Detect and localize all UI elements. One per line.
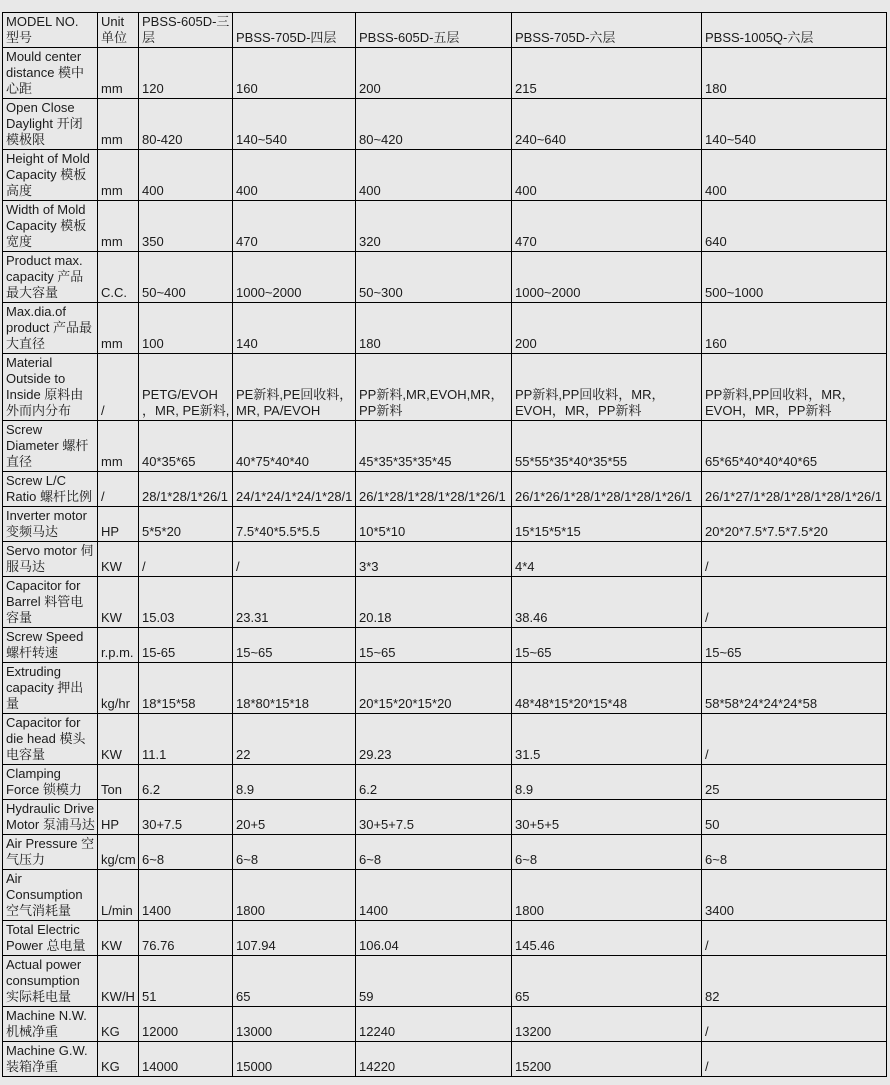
row-unit: kg/cm bbox=[98, 835, 139, 870]
table-row bbox=[3, 472, 887, 507]
cell-value: 160 bbox=[233, 48, 356, 99]
cell-value: 1400 bbox=[356, 870, 512, 921]
cell-value: 65 bbox=[233, 956, 356, 1007]
row-label: Clamping Force 锁模力 bbox=[3, 765, 98, 800]
cell-value: 30+7.5 bbox=[139, 800, 233, 835]
table-row bbox=[3, 303, 887, 354]
cell-value: 15.03 bbox=[139, 577, 233, 628]
cell-value: 100 bbox=[139, 303, 233, 354]
table-row bbox=[3, 542, 887, 577]
header-model-1: PBSS-605D-三层 bbox=[139, 13, 233, 48]
cell-value: 12000 bbox=[139, 1007, 233, 1042]
row-unit: KG bbox=[98, 1007, 139, 1042]
cell-value: / bbox=[702, 1042, 887, 1077]
cell-value: 3*3 bbox=[356, 542, 512, 577]
cell-value: 180 bbox=[356, 303, 512, 354]
table-row bbox=[3, 1042, 887, 1077]
cell-value: 1000~2000 bbox=[512, 252, 702, 303]
cell-value: 50~400 bbox=[139, 252, 233, 303]
table-row bbox=[3, 835, 887, 870]
cell-value: 40*35*65 bbox=[139, 421, 233, 472]
table-row bbox=[3, 201, 887, 252]
cell-value: 59 bbox=[356, 956, 512, 1007]
cell-value: 6~8 bbox=[356, 835, 512, 870]
cell-value: 400 bbox=[512, 150, 702, 201]
row-label: Air Consumption 空气消耗量 bbox=[3, 870, 98, 921]
cell-value: 6.2 bbox=[139, 765, 233, 800]
row-unit: KW bbox=[98, 577, 139, 628]
cell-value: 1400 bbox=[139, 870, 233, 921]
cell-value: / bbox=[702, 577, 887, 628]
row-unit: mm bbox=[98, 48, 139, 99]
header-model-3: PBSS-605D-五层 bbox=[356, 13, 512, 48]
table-row bbox=[3, 252, 887, 303]
cell-value: 5*5*20 bbox=[139, 507, 233, 542]
cell-value: 15-65 bbox=[139, 628, 233, 663]
cell-value: 350 bbox=[139, 201, 233, 252]
cell-value: PP新料,PP回收料，MR，EVOH，MR，PP新料 bbox=[702, 354, 887, 421]
cell-value: 20*15*20*15*20 bbox=[356, 663, 512, 714]
cell-value: 13200 bbox=[512, 1007, 702, 1042]
row-unit: mm bbox=[98, 150, 139, 201]
header-model-5: PBSS-1005Q-六层 bbox=[702, 13, 887, 48]
cell-value: 1800 bbox=[512, 870, 702, 921]
cell-value: 15200 bbox=[512, 1042, 702, 1077]
cell-value: 200 bbox=[356, 48, 512, 99]
cell-value: 26/1*27/1*28/1*28/1*28/1*26/1 bbox=[702, 472, 887, 507]
cell-value: 14220 bbox=[356, 1042, 512, 1077]
cell-value: PP新料,MR,EVOH,MR，PP新料 bbox=[356, 354, 512, 421]
row-unit: KW bbox=[98, 714, 139, 765]
table-row bbox=[3, 765, 887, 800]
cell-value: 3400 bbox=[702, 870, 887, 921]
cell-value: PP新料,PP回收料，MR，EVOH，MR，PP新料 bbox=[512, 354, 702, 421]
cell-value: 80-420 bbox=[139, 99, 233, 150]
cell-value: / bbox=[702, 714, 887, 765]
table-row bbox=[3, 507, 887, 542]
header-model-no: MODEL NO. 型号 bbox=[3, 13, 98, 48]
row-unit: HP bbox=[98, 800, 139, 835]
row-label: Product max. capacity 产品最大容量 bbox=[3, 252, 98, 303]
cell-value: 20+5 bbox=[233, 800, 356, 835]
table-row bbox=[3, 714, 887, 765]
row-label: Mould center distance 模中心距 bbox=[3, 48, 98, 99]
cell-value: 400 bbox=[702, 150, 887, 201]
row-label: Width of Mold Capacity 模板宽度 bbox=[3, 201, 98, 252]
table-row bbox=[3, 921, 887, 956]
cell-value: 65 bbox=[512, 956, 702, 1007]
cell-value: 106.04 bbox=[356, 921, 512, 956]
cell-value: 14000 bbox=[139, 1042, 233, 1077]
table-row bbox=[3, 421, 887, 472]
cell-value: PETG/EVOH，MR, PE新料, bbox=[139, 354, 233, 421]
cell-value: 24/1*24/1*24/1*28/1 bbox=[233, 472, 356, 507]
cell-value: 30+5+7.5 bbox=[356, 800, 512, 835]
table-row bbox=[3, 150, 887, 201]
cell-value: 140~540 bbox=[233, 99, 356, 150]
row-unit: KW/H bbox=[98, 956, 139, 1007]
cell-value: 18*80*15*18 bbox=[233, 663, 356, 714]
cell-value: 15000 bbox=[233, 1042, 356, 1077]
cell-value: 400 bbox=[139, 150, 233, 201]
row-unit: mm bbox=[98, 99, 139, 150]
cell-value: 50 bbox=[702, 800, 887, 835]
row-unit: kg/hr bbox=[98, 663, 139, 714]
table-row bbox=[3, 956, 887, 1007]
row-unit: / bbox=[98, 354, 139, 421]
cell-value: 15~65 bbox=[356, 628, 512, 663]
cell-value: 15*15*5*15 bbox=[512, 507, 702, 542]
cell-value: 140 bbox=[233, 303, 356, 354]
cell-value: 26/1*26/1*28/1*28/1*28/1*26/1 bbox=[512, 472, 702, 507]
cell-value: 26/1*28/1*28/1*28/1*26/1 bbox=[356, 472, 512, 507]
header-model-4: PBSS-705D-六层 bbox=[512, 13, 702, 48]
cell-value: 6.2 bbox=[356, 765, 512, 800]
header-row bbox=[3, 13, 887, 48]
row-label: Screw Diameter 螺杆直径 bbox=[3, 421, 98, 472]
cell-value: 470 bbox=[512, 201, 702, 252]
cell-value: PE新料,PE回收料，MR, PA/EVOH bbox=[233, 354, 356, 421]
cell-value: 51 bbox=[139, 956, 233, 1007]
row-unit: / bbox=[98, 472, 139, 507]
row-unit: KW bbox=[98, 921, 139, 956]
cell-value: 30+5+5 bbox=[512, 800, 702, 835]
row-label: Open Close Daylight 开闭模极限 bbox=[3, 99, 98, 150]
cell-value: 15~65 bbox=[702, 628, 887, 663]
cell-value: 120 bbox=[139, 48, 233, 99]
cell-value: 400 bbox=[233, 150, 356, 201]
cell-value: 15~65 bbox=[512, 628, 702, 663]
cell-value: 6~8 bbox=[702, 835, 887, 870]
table-row bbox=[3, 628, 887, 663]
cell-value: 45*35*35*35*45 bbox=[356, 421, 512, 472]
spec-table-head bbox=[3, 13, 887, 48]
row-label: Air Pressure 空气压力 bbox=[3, 835, 98, 870]
row-label: Screw Speed 螺杆转速 bbox=[3, 628, 98, 663]
row-unit: L/min bbox=[98, 870, 139, 921]
cell-value: 1800 bbox=[233, 870, 356, 921]
cell-value: 4*4 bbox=[512, 542, 702, 577]
cell-value: / bbox=[233, 542, 356, 577]
cell-value: / bbox=[702, 542, 887, 577]
cell-value: 58*58*24*24*24*58 bbox=[702, 663, 887, 714]
cell-value: 10*5*10 bbox=[356, 507, 512, 542]
row-label: Machine G.W. 装箱净重 bbox=[3, 1042, 98, 1077]
row-unit: r.p.m. bbox=[98, 628, 139, 663]
cell-value: 1000~2000 bbox=[233, 252, 356, 303]
cell-value: 40*75*40*40 bbox=[233, 421, 356, 472]
cell-value: 200 bbox=[512, 303, 702, 354]
cell-value: 31.5 bbox=[512, 714, 702, 765]
cell-value: 470 bbox=[233, 201, 356, 252]
cell-value: 25 bbox=[702, 765, 887, 800]
cell-value: 20*20*7.5*7.5*7.5*20 bbox=[702, 507, 887, 542]
cell-value: 50~300 bbox=[356, 252, 512, 303]
row-unit: mm bbox=[98, 421, 139, 472]
table-row bbox=[3, 99, 887, 150]
cell-value: 107.94 bbox=[233, 921, 356, 956]
cell-value: 29.23 bbox=[356, 714, 512, 765]
row-unit: KG bbox=[98, 1042, 139, 1077]
cell-value: 38.46 bbox=[512, 577, 702, 628]
cell-value: 11.1 bbox=[139, 714, 233, 765]
header-model-2: PBSS-705D-四层 bbox=[233, 13, 356, 48]
row-unit: Ton bbox=[98, 765, 139, 800]
cell-value: 65*65*40*40*40*65 bbox=[702, 421, 887, 472]
spec-table-body bbox=[3, 48, 887, 1077]
row-unit: mm bbox=[98, 201, 139, 252]
cell-value: 48*48*15*20*15*48 bbox=[512, 663, 702, 714]
cell-value: 80~420 bbox=[356, 99, 512, 150]
cell-value: 6~8 bbox=[139, 835, 233, 870]
row-unit: C.C. bbox=[98, 252, 139, 303]
cell-value: 20.18 bbox=[356, 577, 512, 628]
cell-value: 400 bbox=[356, 150, 512, 201]
cell-value: 28/1*28/1*26/1 bbox=[139, 472, 233, 507]
cell-value: 76.76 bbox=[139, 921, 233, 956]
cell-value: / bbox=[702, 921, 887, 956]
cell-value: 215 bbox=[512, 48, 702, 99]
row-label: Servo motor 伺服马达 bbox=[3, 542, 98, 577]
row-label: Screw L/C Ratio 螺杆比例 bbox=[3, 472, 98, 507]
cell-value: / bbox=[139, 542, 233, 577]
cell-value: 22 bbox=[233, 714, 356, 765]
cell-value: 240~640 bbox=[512, 99, 702, 150]
cell-value: 13000 bbox=[233, 1007, 356, 1042]
row-label: Capacitor for die head 模头电容量 bbox=[3, 714, 98, 765]
row-label: Extruding capacity 押出量 bbox=[3, 663, 98, 714]
row-label: Actual power consumption 实际耗电量 bbox=[3, 956, 98, 1007]
row-unit: KW bbox=[98, 542, 139, 577]
cell-value: 18*15*58 bbox=[139, 663, 233, 714]
row-unit: mm bbox=[98, 303, 139, 354]
cell-value: 8.9 bbox=[512, 765, 702, 800]
cell-value: 12240 bbox=[356, 1007, 512, 1042]
cell-value: 23.31 bbox=[233, 577, 356, 628]
table-row bbox=[3, 800, 887, 835]
cell-value: 320 bbox=[356, 201, 512, 252]
cell-value: 140~540 bbox=[702, 99, 887, 150]
cell-value: 640 bbox=[702, 201, 887, 252]
cell-value: 8.9 bbox=[233, 765, 356, 800]
table-row bbox=[3, 663, 887, 714]
cell-value: 160 bbox=[702, 303, 887, 354]
cell-value: / bbox=[702, 1007, 887, 1042]
row-label: Material Outside to Inside 原料由外而内分布 bbox=[3, 354, 98, 421]
row-label: Max.dia.of product 产品最大直径 bbox=[3, 303, 98, 354]
table-row bbox=[3, 870, 887, 921]
row-label: Total Electric Power 总电量 bbox=[3, 921, 98, 956]
row-label: Height of Mold Capacity 模板高度 bbox=[3, 150, 98, 201]
cell-value: 6~8 bbox=[512, 835, 702, 870]
cell-value: 6~8 bbox=[233, 835, 356, 870]
row-label: Inverter motor 变频马达 bbox=[3, 507, 98, 542]
cell-value: 82 bbox=[702, 956, 887, 1007]
machine-spec-table bbox=[2, 12, 887, 1077]
table-row bbox=[3, 577, 887, 628]
row-label: Capacitor for Barrel 料管电容量 bbox=[3, 577, 98, 628]
cell-value: 55*55*35*40*35*55 bbox=[512, 421, 702, 472]
table-row bbox=[3, 354, 887, 421]
cell-value: 180 bbox=[702, 48, 887, 99]
cell-value: 15~65 bbox=[233, 628, 356, 663]
cell-value: 500~1000 bbox=[702, 252, 887, 303]
row-unit: HP bbox=[98, 507, 139, 542]
cell-value: 7.5*40*5.5*5.5 bbox=[233, 507, 356, 542]
row-label: Hydraulic Drive Motor 泵浦马达 bbox=[3, 800, 98, 835]
row-label: Machine N.W. 机械净重 bbox=[3, 1007, 98, 1042]
cell-value: 145.46 bbox=[512, 921, 702, 956]
header-unit: Unit单位 bbox=[98, 13, 139, 48]
table-row bbox=[3, 1007, 887, 1042]
table-row bbox=[3, 48, 887, 99]
